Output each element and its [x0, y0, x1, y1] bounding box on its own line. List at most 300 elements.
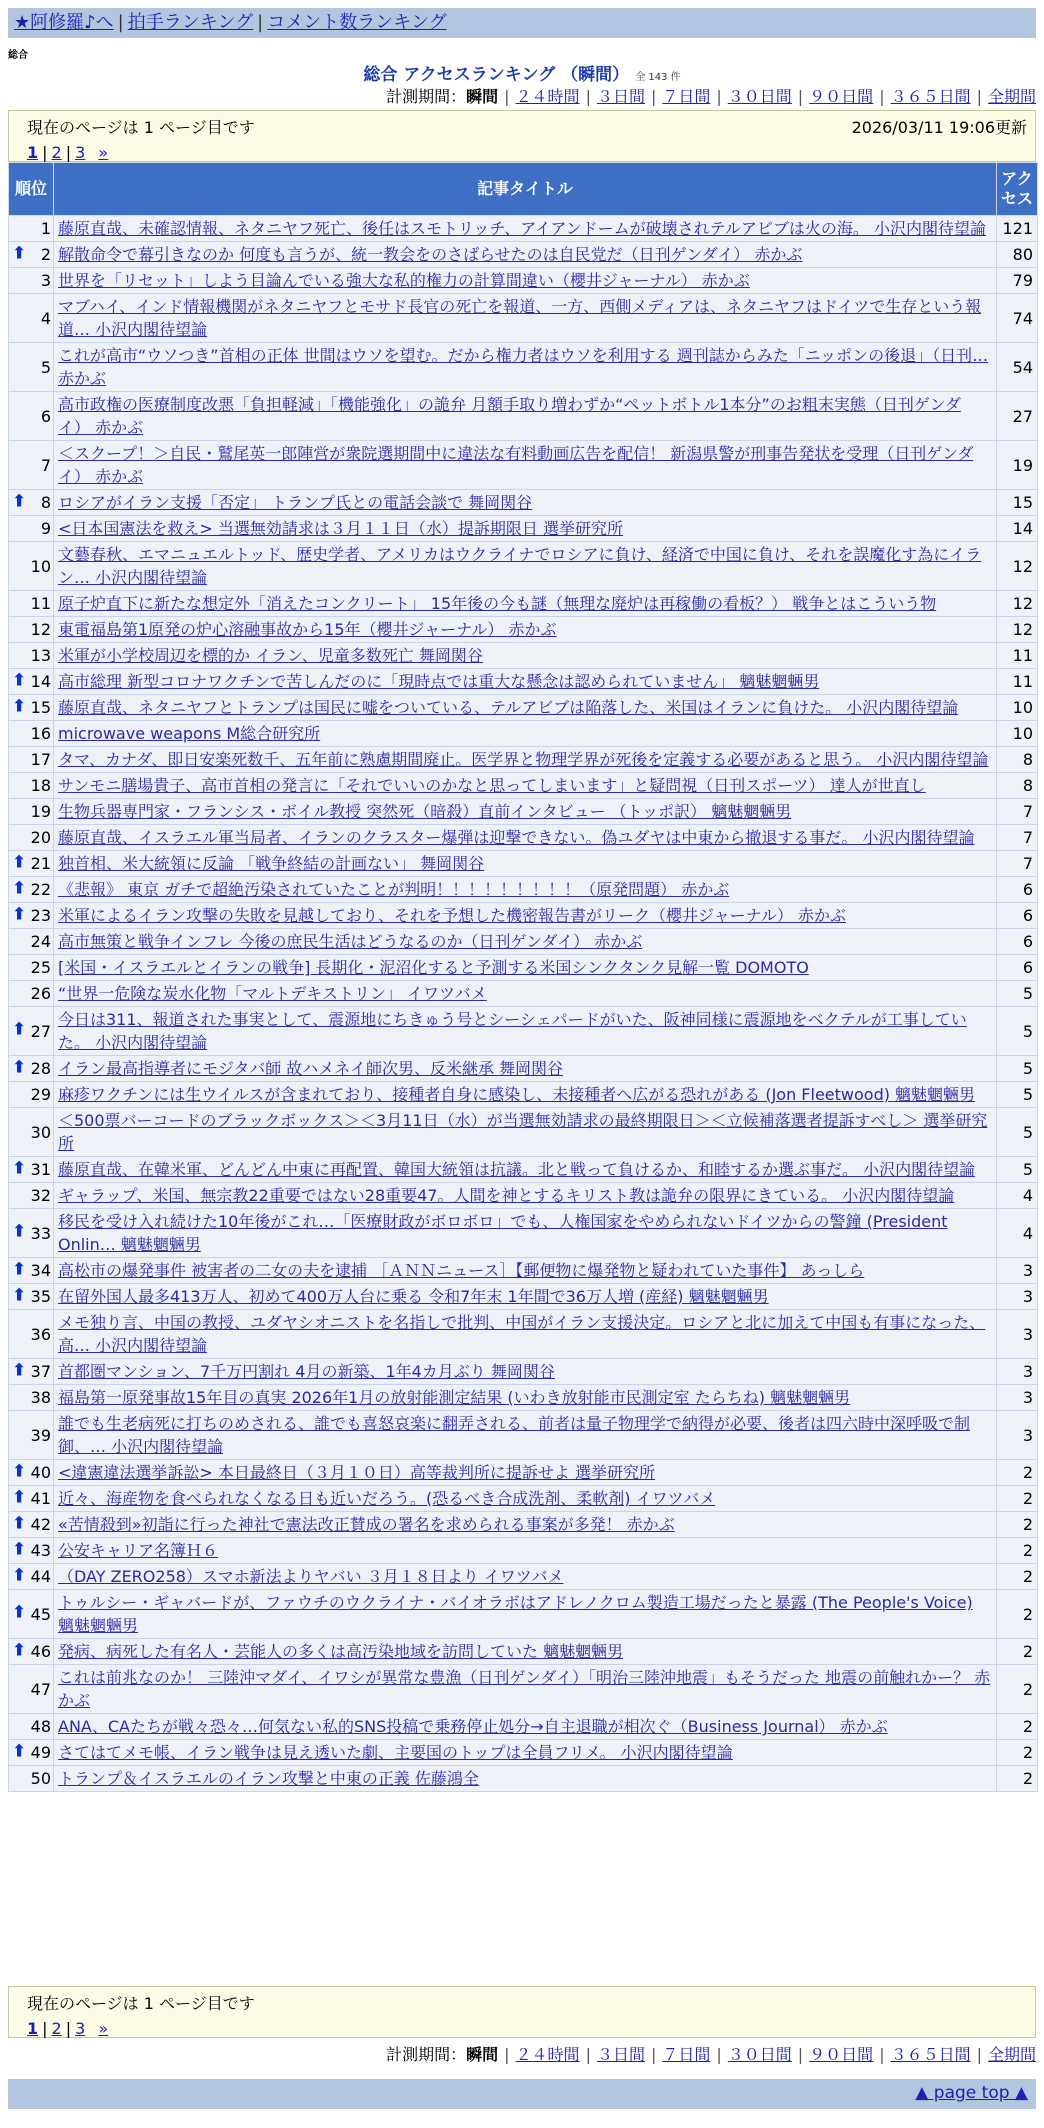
- article-link[interactable]: 公安キャリア名簿Ｈ６: [58, 1541, 219, 1560]
- period-option[interactable]: ２４時間: [515, 2045, 580, 2064]
- title-cell: [54, 825, 997, 851]
- article-link[interactable]: «苦情殺到»初詣に行った神社で憲法改正賛成の署名を求められる事案が多発！ 赤かぶ: [58, 1515, 675, 1534]
- access-count: 12: [997, 591, 1038, 617]
- rank-value: 25: [30, 958, 51, 977]
- title-cell: [54, 1538, 997, 1564]
- period-separator: |: [716, 2045, 722, 2064]
- access-count: 3: [997, 1385, 1038, 1411]
- pager-page-3[interactable]: 3: [75, 143, 86, 162]
- rank-value: 28: [30, 1059, 51, 1078]
- rank-value: 16: [30, 724, 51, 743]
- rank-cell: [9, 268, 54, 294]
- access-count: 7: [997, 825, 1038, 851]
- up-arrow-icon: ⬆: [12, 1221, 27, 1242]
- article-link[interactable]: <日本国憲法を救え> 当選無効請求は３月１１日（水）提訴期限日 選挙研究所: [58, 519, 623, 538]
- article-link[interactable]: [米国・イスラエルとイランの戦争] 長期化・泥沼化すると予測する米国シンクタンク見解一覧 DOMOTO: [58, 958, 809, 977]
- article-link[interactable]: 東電福島第1原発の炉心溶融事故から15年（櫻井ジャーナル） 赤かぶ: [58, 620, 557, 639]
- article-link[interactable]: 藤原直哉、在韓米軍、どんどん中東に再配置、韓国大統領は抗議。北と戦って負けるか、和睦するか選ぶ事だ。 小沢内閣待望論: [58, 1160, 976, 1179]
- top-nav: [8, 8, 1036, 38]
- article-link[interactable]: 世界を「リセット」しよう目論んでいる強大な私的権力の計算間違い（櫻井ジャーナル） 赤かぶ: [58, 271, 750, 290]
- table-row: [9, 392, 1038, 441]
- header-title: 記事タイトル: [54, 163, 997, 216]
- title-cell: [54, 1183, 997, 1209]
- access-count: 15: [997, 490, 1038, 516]
- period-separator: |: [716, 87, 722, 106]
- rank-cell: [9, 929, 54, 955]
- table-row: [9, 1157, 1038, 1183]
- article-link[interactable]: これは前兆なのか！ 三陸沖マダイ、イワシが異常な豊漁（日刊ゲンダイ）「明治三陸沖地震」もそうだった 地震の前触れかー？ 赤かぶ: [58, 1668, 991, 1710]
- rank-value: 42: [30, 1515, 51, 1534]
- access-count: 4: [997, 1183, 1038, 1209]
- pager-next[interactable]: »: [98, 2019, 109, 2038]
- article-link[interactable]: 《悲報》 東京 ガチで超絶汚染されていたことが判明！！！！！！！！！（原発問題） 赤かぶ: [58, 880, 730, 899]
- up-arrow-icon: ⬆: [12, 1486, 27, 1507]
- title-cell: [54, 1486, 997, 1512]
- article-link[interactable]: 藤原直哉、未確認情報、ネタニヤフ死亡、後任はスモトリッチ、アイアンドームが破壊されテルアビブは火の海。 小沢内閣待望論: [58, 219, 986, 238]
- title-cell: [54, 1740, 997, 1766]
- title-cell: [54, 695, 997, 721]
- article-link[interactable]: 高市無策と戦争インフレ 今後の庶民生活はどうなるのか（日刊ゲンダイ） 赤かぶ: [58, 932, 643, 951]
- title-cell: [54, 1284, 997, 1310]
- rank-cell: [9, 1766, 54, 1792]
- title-cell: [54, 773, 997, 799]
- table-row: [9, 1258, 1038, 1284]
- title-cell: [54, 1157, 997, 1183]
- period-option[interactable]: ２４時間: [515, 87, 580, 106]
- access-count: 7: [997, 799, 1038, 825]
- access-count: 3: [997, 1359, 1038, 1385]
- article-link[interactable]: 麻疹ワクチンには生ウイルスが含まれており、接種者自身に感染し、未接種者へ広がる恐れがある (Jon Fleetwood) 魑魅魍魎男: [58, 1085, 976, 1104]
- article-link[interactable]: 独首相、米大統領に反論 「戦争終結の計画ない」 舞岡関谷: [58, 854, 485, 873]
- rank-value: 45: [30, 1604, 51, 1624]
- rank-value: 17: [30, 750, 51, 769]
- table-row: [9, 1740, 1038, 1766]
- access-count: 6: [997, 903, 1038, 929]
- period-separator: |: [976, 87, 982, 106]
- title-cell: [54, 669, 997, 695]
- access-count: 2: [997, 1538, 1038, 1564]
- access-count: 5: [997, 1007, 1038, 1056]
- rank-value: 9: [40, 519, 51, 538]
- article-link[interactable]: microwave weapons M総合研究所: [58, 724, 321, 743]
- access-count: 14: [997, 516, 1038, 542]
- clap-ranking-link[interactable]: 拍手ランキング: [127, 12, 254, 33]
- title-cell: [54, 981, 997, 1007]
- article-link[interactable]: さてはてメモ帳、イラン戦争は見え透いた劇、主要国のトップは全員フリメ。 小沢内閣待望論: [58, 1743, 733, 1762]
- article-link[interactable]: トランプ＆イスラエルのイラン攻撃と中東の正義 佐藤鴻全: [58, 1769, 479, 1788]
- period-option[interactable]: 全期間: [987, 2045, 1036, 2064]
- article-link[interactable]: サンモニ膳場貴子、高市首相の発言に「それでいいのかなと思ってしまいます」と疑問視（日刊スポーツ） 達人が世直し: [58, 776, 926, 795]
- access-count: 2: [997, 1639, 1038, 1665]
- title-cell: [54, 903, 997, 929]
- table-row: [9, 695, 1038, 721]
- article-link[interactable]: 藤原直哉、ネタニヤフとトランプは国民に嘘をついている、テルアビブは陥落した、米国はイランに負けた。 小沢内閣待望論: [58, 698, 959, 717]
- rank-cell: [9, 216, 54, 242]
- rank-cell: [9, 1284, 54, 1310]
- title-cell: [54, 617, 997, 643]
- up-arrow-icon: ⬆: [12, 877, 27, 898]
- up-arrow-icon: ⬆: [12, 1019, 27, 1040]
- up-arrow-icon: ⬆: [12, 903, 27, 924]
- article-link[interactable]: これが高市“ウソつき”首相の正体 世間はウソを望む。だから権力者はウソを利用する 週刊誌からみた「ニッポンの後退」（日刊… 赤かぶ: [58, 346, 989, 388]
- rank-cell: [9, 1512, 54, 1538]
- rank-value: 22: [30, 880, 51, 899]
- rank-value: 46: [30, 1642, 51, 1661]
- title-cell: [54, 216, 997, 242]
- access-count: 5: [997, 1108, 1038, 1157]
- period-separator: |: [585, 2045, 591, 2064]
- period-separator: |: [879, 2045, 885, 2064]
- article-link[interactable]: 今日は311、報道された事実として、震源地にちきゅう号とシーシェパードがいた、阪神同様に震源地をベクテルが工事していた。 小沢内閣待望論: [58, 1010, 967, 1052]
- rank-cell: [9, 1590, 54, 1639]
- rank-cell: [9, 1258, 54, 1284]
- article-link[interactable]: 在留外国人最多413万人、初めて400万人台に乗る 令和7年末 1年間で36万人増 (産経) 魑魅魍魎男: [58, 1287, 769, 1306]
- rank-cell: [9, 643, 54, 669]
- article-link[interactable]: イラン最高指導者にモジタバ師 故ハメネイ師次男、反米継承 舞岡関谷: [58, 1059, 564, 1078]
- article-link[interactable]: ＜500票バーコードのブラックボックス＞＜3月11日（水）が当選無効請求の最終期限日＞＜立候補落選者提訴すべし＞ 選挙研究所: [58, 1111, 988, 1153]
- period-option[interactable]: ３６５日間: [890, 87, 971, 106]
- access-count: 2: [997, 1665, 1038, 1714]
- access-count: 3: [997, 1258, 1038, 1284]
- period-label: 計測期間：: [386, 87, 467, 106]
- access-count: 5: [997, 1056, 1038, 1082]
- table-row: [9, 799, 1038, 825]
- title-cell: [54, 1108, 997, 1157]
- up-arrow-icon: ⬆: [12, 1284, 27, 1305]
- period-separator: |: [797, 2045, 804, 2064]
- rank-value: 40: [30, 1463, 51, 1482]
- rank-value: 48: [30, 1717, 51, 1736]
- article-link[interactable]: 福島第一原発事故15年目の真実 2026年1月の放射能測定結果 (いわき放射能市民測定室 たらちね) 魑魅魍魎男: [58, 1388, 851, 1407]
- rank-value: 31: [30, 1160, 51, 1179]
- rank-value: 36: [30, 1324, 51, 1344]
- access-count: 8: [997, 773, 1038, 799]
- access-count: 27: [997, 392, 1038, 441]
- access-count: 7: [997, 851, 1038, 877]
- rank-value: 50: [30, 1769, 51, 1788]
- title-cell: [54, 1714, 997, 1740]
- rank-value: 11: [30, 594, 51, 613]
- article-link[interactable]: ＜スクープ！＞自民・鷲尾英一郎陣営が衆院選期間中に違法な有料動画広告を配信！ 新潟県警が刑事告発状を受理（日刊ゲンダイ） 赤かぶ: [58, 444, 974, 486]
- title-cell: [54, 1385, 997, 1411]
- rank-cell: [9, 1411, 54, 1460]
- table-row: [9, 825, 1038, 851]
- period-selector-bottom: [386, 2044, 1036, 2066]
- access-count: 2: [997, 1460, 1038, 1486]
- table-header-row: [9, 163, 1038, 216]
- rank-value: 29: [30, 1085, 51, 1104]
- up-arrow-icon: ⬆: [12, 490, 27, 511]
- title-cell: [54, 1590, 997, 1639]
- table-row: [9, 981, 1038, 1007]
- rank-value: 37: [30, 1362, 51, 1381]
- rank-cell: [9, 242, 54, 268]
- rank-cell: [9, 851, 54, 877]
- page-status-text: 現在のページは 1 ページ目です: [27, 118, 255, 137]
- access-count: 10: [997, 695, 1038, 721]
- period-option[interactable]: ７日間: [662, 2045, 711, 2064]
- access-count: 2: [997, 1740, 1038, 1766]
- rank-cell: [9, 825, 54, 851]
- article-link[interactable]: 近々、海産物を食べられなくなる日も近いだろう。(恐るべき合成洗剤、柔軟剤) イワツバメ: [58, 1489, 716, 1508]
- table-row: [9, 242, 1038, 268]
- period-current: 瞬間: [466, 2045, 499, 2064]
- ranking-title: 総合 アクセスランキング （瞬間）: [363, 65, 630, 85]
- period-separator: |: [650, 87, 657, 106]
- access-count: 12: [997, 542, 1038, 591]
- pager-current-page[interactable]: 1: [27, 143, 39, 162]
- article-link[interactable]: 高松市の爆発事件 被害者の二女の夫を逮捕 ［ＡＮＮニュース］【郵便物に爆発物と疑われていた事件】 あっしら: [58, 1261, 865, 1280]
- article-link[interactable]: <違憲違法選挙訴訟> 本日最終日（３月１０日）高等裁判所に提訴せよ 選挙研究所: [58, 1463, 655, 1482]
- rank-cell: [9, 955, 54, 981]
- title-cell: [54, 747, 997, 773]
- rank-value: 26: [30, 984, 51, 1003]
- access-count: 6: [997, 877, 1038, 903]
- period-separator: |: [797, 87, 804, 106]
- article-link[interactable]: 生物兵器専門家・フランシス・ボイル教授 突然死（暗殺）直前インタビュー （トッポ訳） 魑魅魍魎男: [58, 802, 792, 821]
- rank-cell: [9, 516, 54, 542]
- home-link[interactable]: ★阿修羅♪へ: [14, 12, 114, 33]
- article-link[interactable]: 原子炉直下に新たな想定外「消えたコンクリート」 15年後の今も謎（無理な廃炉は再稼働の看板？） 戦争とはこういう物: [58, 594, 937, 613]
- access-count: 12: [997, 617, 1038, 643]
- period-current: 瞬間: [466, 87, 499, 106]
- article-link[interactable]: トゥルシー・ギャバードが、ファウチのウクライナ・バイオラボはアドレノクロム製造工場だったと暴露 (The People's Voice) 魑魅魍魎男: [58, 1593, 973, 1635]
- table-row: [9, 1007, 1038, 1056]
- article-link[interactable]: タマ、カナダ、即日安楽死数千、五年前に熟慮期間廃止。医学界と物理学界が死後を定義する必要があると思う。 小沢内閣待望論: [58, 750, 989, 769]
- article-link[interactable]: 高市政権の医療制度改悪「負担軽減」「機能強化」の詭弁 月額手取り増わずか“ペットボトル1本分”のお粗末実態（日刊ゲンダイ） 赤かぶ: [58, 395, 961, 437]
- rank-value: 35: [30, 1287, 51, 1306]
- rank-cell: [9, 1310, 54, 1359]
- article-link[interactable]: （DAY ZERO258）スマホ新法よりヤバい ３月１８日より イワツバメ: [58, 1567, 564, 1586]
- rank-cell: [9, 392, 54, 441]
- table-row: [9, 1714, 1038, 1740]
- period-option[interactable]: ９０日間: [809, 2045, 874, 2064]
- title-cell: [54, 955, 997, 981]
- page-top-link[interactable]: ▲ page top ▲: [915, 2083, 1028, 2103]
- access-count: 2: [997, 1590, 1038, 1639]
- article-link[interactable]: 文藝春秋、エマニュエルトッド、歴史学者、アメリカはウクライナでロシアに負け、経済で中国に負け、それを誤魔化す為にイラン… 小沢内閣待望論: [58, 545, 982, 587]
- access-count: 6: [997, 929, 1038, 955]
- up-arrow-icon: ⬆: [12, 669, 27, 690]
- article-link[interactable]: “世界一危険な炭水化物「マルトデキストリン」 イワツバメ: [58, 984, 487, 1003]
- article-link[interactable]: ANA、CAたちが戦々恐々…何気ない私的SNS投稿で乗務停止処分→自主退職が相次ぐ（Business Journal） 赤かぶ: [58, 1717, 888, 1736]
- up-arrow-icon: ⬆: [12, 1460, 27, 1481]
- table-row: [9, 490, 1038, 516]
- title-cell: [54, 1512, 997, 1538]
- title-cell: [54, 1411, 997, 1460]
- title-cell: [54, 490, 997, 516]
- article-link[interactable]: ギャラップ、米国、無宗教22重要ではない28重要47。人間を神とするキリスト教は詭弁の限界にきている。 小沢内閣待望論: [58, 1186, 955, 1205]
- pager-page-2[interactable]: 2: [51, 143, 62, 162]
- rank-value: 21: [30, 854, 51, 873]
- rank-value: 14: [30, 672, 51, 691]
- table-row: [9, 591, 1038, 617]
- access-count: 2: [997, 1486, 1038, 1512]
- title-cell: [54, 591, 997, 617]
- rank-value: 27: [30, 1021, 51, 1041]
- article-link[interactable]: 米軍が小学校周辺を標的か イラン、児童多数死亡 舞岡関谷: [58, 646, 483, 665]
- rank-value: 20: [30, 828, 51, 847]
- rank-cell: [9, 799, 54, 825]
- rank-value: 23: [30, 906, 51, 925]
- rank-cell: [9, 1665, 54, 1714]
- access-count: 121: [997, 216, 1038, 242]
- rank-value: 8: [40, 493, 51, 512]
- status-panel-bottom: [8, 1986, 1036, 2038]
- table-row: [9, 617, 1038, 643]
- title-cell: [54, 294, 997, 343]
- access-count: 79: [997, 268, 1038, 294]
- up-arrow-icon: ⬆: [12, 1258, 27, 1279]
- title-cell: [54, 516, 997, 542]
- pager-current-page[interactable]: 1: [27, 2019, 39, 2038]
- article-link[interactable]: 発病、病死した有名人・芸能人の多くは高汚染地域を訪問していた 魑魅魍魎男: [58, 1642, 624, 1661]
- title-cell: [54, 1359, 997, 1385]
- rank-value: 39: [30, 1425, 51, 1445]
- rank-cell: [9, 441, 54, 490]
- table-row: [9, 1082, 1038, 1108]
- title-cell: [54, 392, 997, 441]
- rank-value: 6: [40, 406, 51, 426]
- rank-cell: [9, 981, 54, 1007]
- period-selector-top: [386, 86, 1036, 108]
- page-title: [0, 60, 1044, 85]
- period-option[interactable]: ３６５日間: [890, 2045, 971, 2064]
- title-cell: [54, 1665, 997, 1714]
- access-count: 10: [997, 721, 1038, 747]
- title-cell: [54, 343, 997, 392]
- rank-value: 32: [30, 1186, 51, 1205]
- table-row: [9, 1385, 1038, 1411]
- title-cell: [54, 1564, 997, 1590]
- rank-cell: [9, 1486, 54, 1512]
- article-link[interactable]: 誰でも生老病死に打ちのめされる、誰でも喜怒哀楽に翻弄される、前者は量子物理学で納得が必要、後者は四六時中深呼吸で制御、… 小沢内閣待望論: [58, 1414, 971, 1456]
- rank-value: 41: [30, 1489, 51, 1508]
- header-rank: 順位: [9, 163, 54, 216]
- title-cell: [54, 799, 997, 825]
- article-link[interactable]: 米軍によるイラン攻撃の失敗を見越しており、それを予想した機密報告書がリーク（櫻井ジャーナル） 赤かぶ: [58, 906, 846, 925]
- table-row: [9, 1310, 1038, 1359]
- pager-page-2[interactable]: 2: [51, 2019, 62, 2038]
- table-row: [9, 1564, 1038, 1590]
- access-count: 3: [997, 1411, 1038, 1460]
- period-option[interactable]: ９０日間: [809, 87, 874, 106]
- pager-page-3[interactable]: 3: [75, 2019, 86, 2038]
- rank-cell: [9, 1740, 54, 1766]
- rank-cell: [9, 343, 54, 392]
- up-arrow-icon: ⬆: [12, 1359, 27, 1380]
- access-count: 5: [997, 1082, 1038, 1108]
- article-link[interactable]: メモ独り言、中国の教授、ユダヤシオニストを名指しで批判、中国がイラン支援決定。ロシアと北に加えて中国も有事になった、高… 小沢内閣待望論: [58, 1313, 986, 1355]
- table-row: [9, 747, 1038, 773]
- rank-value: 10: [30, 556, 51, 576]
- access-count: 2: [997, 1766, 1038, 1792]
- ranking-table-body: [9, 216, 1038, 1792]
- access-count: 8: [997, 747, 1038, 773]
- period-option[interactable]: ３日間: [596, 2045, 645, 2064]
- period-separator: |: [879, 87, 885, 106]
- rank-value: 24: [30, 932, 51, 951]
- article-link[interactable]: マブハイ、インド情報機関がネタニヤフとモサド長官の死亡を報道、一方、西側メディアは、ネタニヤフはドイツで生存という報道… 小沢内閣待望論: [58, 297, 982, 339]
- footer-bar: [8, 2079, 1036, 2109]
- rank-value: 47: [30, 1679, 51, 1699]
- rank-cell: [9, 721, 54, 747]
- comment-ranking-link[interactable]: コメント数ランキング: [267, 12, 447, 33]
- up-arrow-icon: ⬆: [12, 1602, 27, 1623]
- period-option[interactable]: ３日間: [596, 87, 645, 106]
- table-row: [9, 955, 1038, 981]
- table-row: [9, 773, 1038, 799]
- ranking-table: [8, 162, 1038, 1792]
- rank-cell: [9, 542, 54, 591]
- pager-next[interactable]: »: [98, 143, 109, 162]
- period-option[interactable]: ７日間: [662, 87, 711, 106]
- up-arrow-icon: ⬆: [12, 1564, 27, 1585]
- pager-bottom: 1 | 2 | 3 »: [27, 2019, 109, 2038]
- access-count: 19: [997, 441, 1038, 490]
- rank-cell: [9, 877, 54, 903]
- access-count: 80: [997, 242, 1038, 268]
- page-status-text: 現在のページは 1 ページ目です: [27, 1994, 255, 2013]
- article-link[interactable]: ロシアがイラン支援「否定」 トランプ氏との電話会談で 舞岡関谷: [58, 493, 533, 512]
- title-cell: [54, 1310, 997, 1359]
- period-option[interactable]: ３０日間: [727, 2045, 792, 2064]
- title-cell: [54, 929, 997, 955]
- table-row: [9, 1512, 1038, 1538]
- period-separator: |: [504, 87, 510, 106]
- table-row: [9, 1486, 1038, 1512]
- access-count: 2: [997, 1512, 1038, 1538]
- table-row: [9, 1183, 1038, 1209]
- rank-cell: [9, 669, 54, 695]
- rank-value: 15: [30, 698, 51, 717]
- rank-value: 1: [40, 219, 51, 238]
- access-count: 11: [997, 669, 1038, 695]
- period-option[interactable]: 全期間: [987, 87, 1036, 106]
- access-count: 4: [997, 1209, 1038, 1258]
- rank-cell: [9, 1359, 54, 1385]
- article-link[interactable]: 藤原直哉、イスラエル軍当局者、イランのクラスター爆弾は迎撃できない。偽ユダヤは中東から撤退する事だ。 小沢内閣待望論: [58, 828, 975, 847]
- rank-value: 18: [30, 776, 51, 795]
- period-separator: |: [976, 2045, 982, 2064]
- rank-cell: [9, 1007, 54, 1056]
- title-cell: [54, 1082, 997, 1108]
- rank-value: 44: [30, 1567, 51, 1586]
- access-count: 74: [997, 294, 1038, 343]
- title-cell: [54, 1766, 997, 1792]
- rank-cell: [9, 1056, 54, 1082]
- up-arrow-icon: ⬆: [12, 1512, 27, 1533]
- period-label: 計測期間：: [386, 2045, 467, 2064]
- access-count: 3: [997, 1310, 1038, 1359]
- period-option[interactable]: ３０日間: [727, 87, 792, 106]
- table-row: [9, 343, 1038, 392]
- table-row: [9, 1056, 1038, 1082]
- table-row: [9, 1108, 1038, 1157]
- rank-cell: [9, 1108, 54, 1157]
- rank-value: 7: [40, 455, 51, 475]
- article-link[interactable]: 高市総理 新型コロナワクチンで苦しんだのに「現時点では重大な懸念は認められていません」 魑魅魍魎男: [58, 672, 820, 691]
- rank-cell: [9, 1714, 54, 1740]
- access-count: 11: [997, 643, 1038, 669]
- access-count: 3: [997, 1284, 1038, 1310]
- article-link[interactable]: 移民を受け入れ続けた10年後がこれ…「医療財政がボロボロ」でも、人権国家をやめられないドイツからの警鐘 (President Onlin… 魑魅魍魎男: [58, 1212, 948, 1254]
- article-link[interactable]: 解散命令で幕引きなのか 何度も言うが、統一教会をのさばらせたのは自民党だ（日刊ゲンダイ） 赤かぶ: [58, 245, 803, 264]
- status-panel-top: [8, 110, 1036, 162]
- article-link[interactable]: 首都圏マンション、7千万円割れ 4月の新築、1年4カ月ぶり 舞岡関谷: [58, 1362, 555, 1381]
- table-row: [9, 1766, 1038, 1792]
- title-cell: [54, 851, 997, 877]
